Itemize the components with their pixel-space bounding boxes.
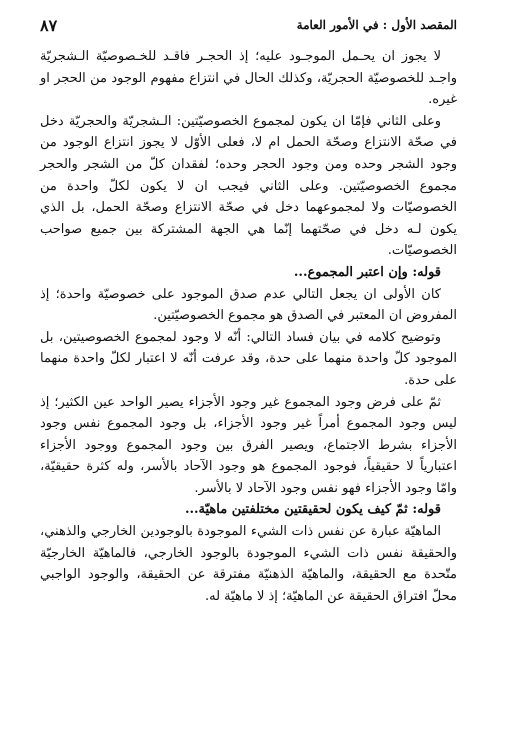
paragraph: الماهيّة عبارة عن نفس ذات الشيء الموجودة بالوجودين الخارجي والذهني، والحقيقة نفس ذات الشيء الموجودة بالوجود الخارجي، فالماهيّة الخارجيّة متّحدة مع الحقيقة، والماهيّة الذهنيّة مفترقة عن الحقيقة، والوجود الواجبي محلّ افتراق الحقيقة عن الماهيّة؛ إذ لا ماهيّة له. [40,524,457,604]
running-header [40,14,457,36]
page-body [40,46,457,607]
paragraph: وتوضيح كلامه في بيان فساد التالي: أنّه لا وجود لمجموع الخصوصيتين، بل الموجود كلّ واحدة منهما على حدة، وقد عرفت أنّه لا اعتبار لكلّ واحدة منهما على حدة. [40,329,457,388]
paragraph: كان الأولى ان يجعل التالي عدم صدق الموجود على خصوصيّة واحدة؛ إذ المفروض ان المعتبر في الصدق هو مجموع الخصوصيّتين. [40,286,457,324]
paragraph: لا يجوز ان يحـمل الموجـود عليه؛ إذ الحجـر فاقـد للخـصوصيّة الـشجريّة واجـد للخصوصيّة الحجريّة، وكذلك الحال في انتزاع مفهوم الوجود من الحجر او غيره. [40,49,457,108]
paragraph: ثمّ على فرض وجود المجموع غير وجود الأجزاء يصير الواحد عين الكثير؛ إذ ليس وجود المجموع أمراً غير وجود الأجزاء، بل وجود المجموع نفس وجود الأجزاء بشرط الاجتماع، ويصير الفرق بين وجود المجموع ووجود الأجزاء اعتبارياً لا حقيقياً، فوجود المجموع هو وجود الآحاد بالأسر، وله كثرة حقيقيّة، وامّا وجود الأجزاء فهو نفس وجود الآحاد لا بالأسر. [40,394,457,496]
paragraph: وعلى الثاني فإمّا ان يكون لمجموع الخصوصيّتين: الـشجريّة والحجريّة دخل في صحّة الانتزاع وصحّة الحمل ام لا، فعلى الأوّل لا يجوز انتزاع الوجود من وجود الشجر وحده ومن وجود الحجر وحده؛ لفقدان كلّ من الشجر والحجر مجموع الخصوصيّتين. وعلى الثاني فيجب ان لا يكون لكلّ واحدة من الخصوصيّات ولا لمجموعهما دخل في صحّة الانتزاع وصحّة الحمل، بل الذي يكون لـه دخل في صحّتهما إنّما هي الجهة المشتركة بين جميع صواحب الخصوصيّات. [40,113,457,259]
page-number: ٨٧ [40,15,58,35]
commentary-heading: قوله: وإن اعتبر المجموع... [293,264,441,280]
running-header-title: المقصد الأول : في الأمور العامة [296,18,457,32]
commentary-heading: قوله: ثمّ كيف يكون لحقيقتين مختلفتين ماهيّة... [184,502,441,518]
